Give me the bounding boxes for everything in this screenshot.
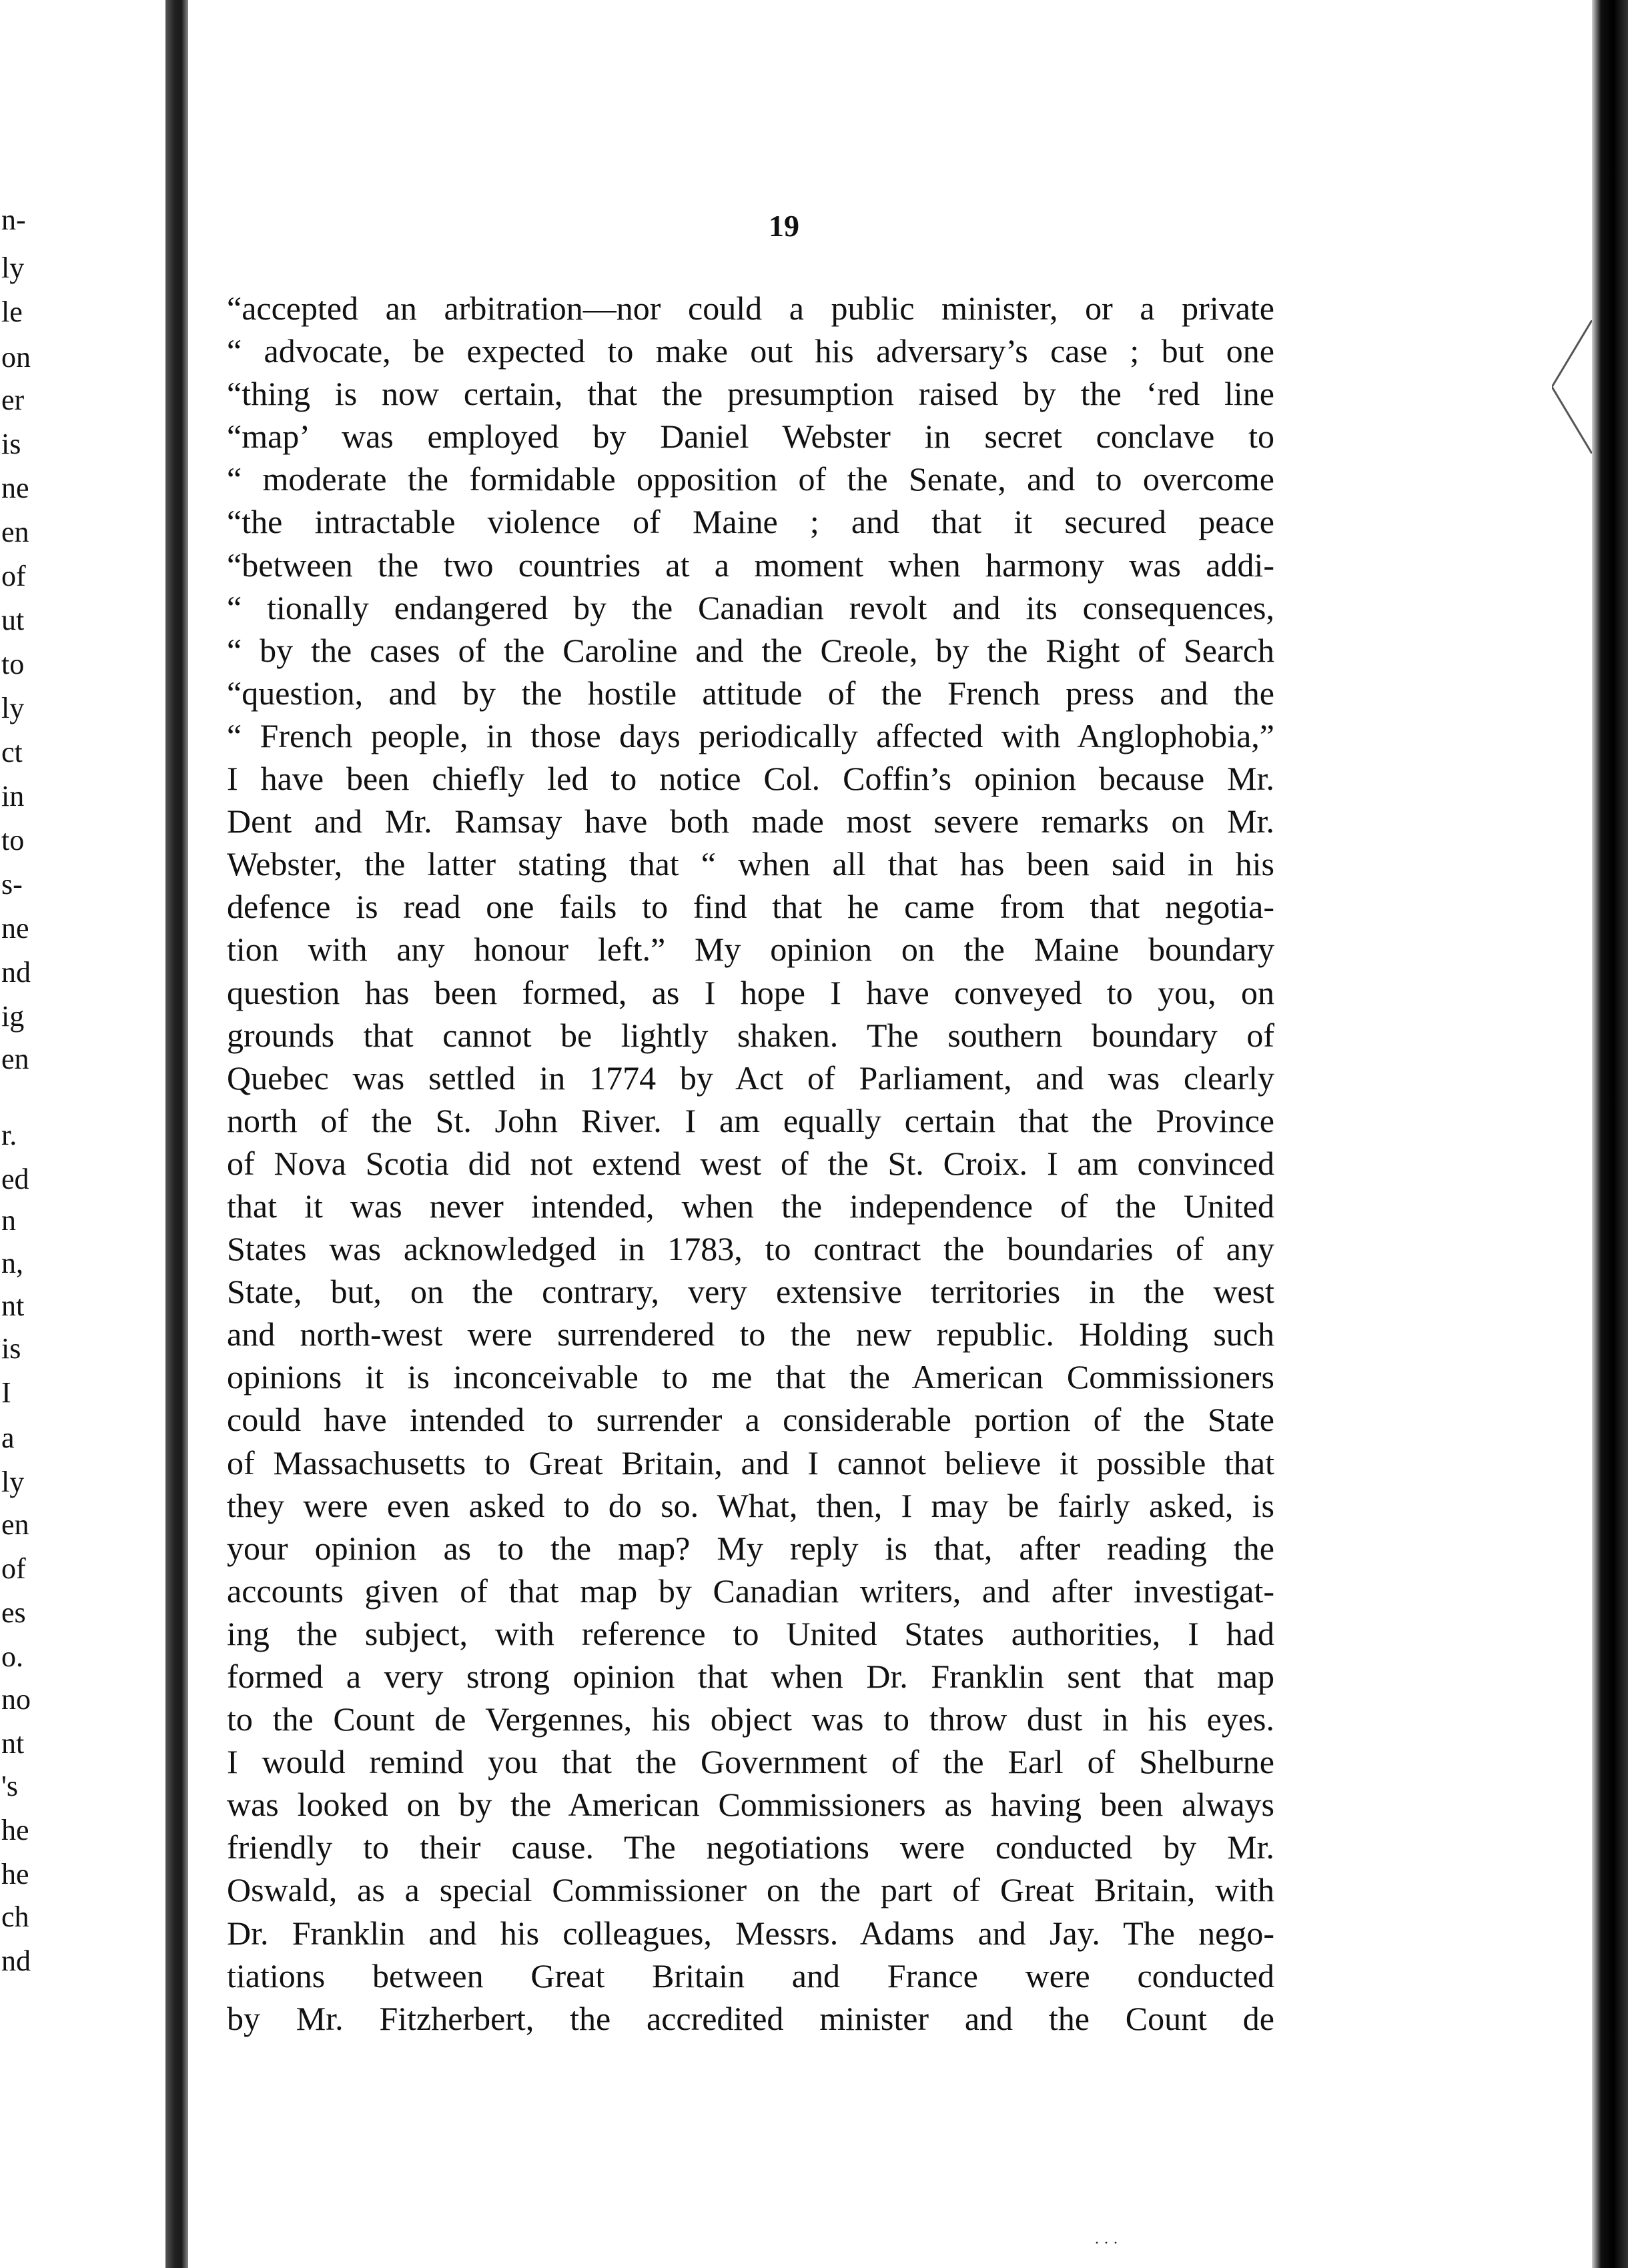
adjacent-page-fragment: to <box>1 824 25 857</box>
adjacent-page-fragment: nd <box>1 1944 31 1977</box>
text-line: could have intended to surrender a considerable portion of the State <box>227 1401 1274 1439</box>
text-line: ing the subject, with reference to United States authorities, I had <box>227 1614 1274 1652</box>
adjacent-page-edge <box>0 0 80 2268</box>
adjacent-page-fragment: ig <box>1 1000 25 1033</box>
adjacent-page-fragment: n <box>1 1204 16 1237</box>
text-line: friendly to their cause. The negotiations were conducted by Mr. <box>227 1828 1274 1866</box>
text-line: accounts given of that map by Canadian writers, and after investigat- <box>227 1572 1274 1610</box>
text-line: “ advocate, be expected to make out his adversary’s case ; but one <box>227 332 1274 370</box>
text-line: to the Count de Vergennes, his object was to throw dust in his eyes. <box>227 1700 1274 1738</box>
text-line: grounds that cannot be lightly shaken. The southern boundary of <box>227 1016 1274 1054</box>
text-line: question has been formed, as I hope I have conveyed to you, on <box>227 973 1274 1011</box>
scan-speck: · · · <box>1094 2235 1118 2252</box>
text-line: opinions it is inconceivable to me that the American Commissioners <box>227 1358 1274 1396</box>
text-line: defence is read one fails to find that he came from that negotia- <box>227 888 1274 926</box>
adjacent-page-fragment: no <box>1 1683 31 1716</box>
text-line: formed a very strong opinion that when Dr. Franklin sent that map <box>227 1658 1274 1695</box>
adjacent-page-fragment: ly <box>1 251 25 284</box>
adjacent-page-fragment: en <box>1 516 29 548</box>
text-line: “map’ was employed by Daniel Webster in secret conclave to <box>227 418 1274 456</box>
adjacent-page-fragment: es <box>1 1596 26 1629</box>
adjacent-page-fragment: ut <box>1 604 25 636</box>
text-line: I would remind you that the Government of the Earl of Shelburne <box>227 1743 1274 1781</box>
adjacent-page-fragment: n, <box>1 1247 23 1279</box>
book-gutter <box>165 0 188 2268</box>
text-line: Dr. Franklin and his colleagues, Messrs. Adams and Jay. The nego- <box>227 1914 1274 1952</box>
text-line: State, but, on the contrary, very extensive territories in the west <box>227 1273 1274 1311</box>
text-line: States was acknowledged in 1783, to contract the boundaries of any <box>227 1230 1274 1268</box>
text-line: your opinion as to the map? My reply is that, after reading the <box>227 1529 1274 1567</box>
adjacent-page-fragment: nd <box>1 956 31 989</box>
text-line: “accepted an arbitration—nor could a public minister, or a private <box>227 290 1274 327</box>
text-line: I have been chiefly led to notice Col. Coffin’s opinion because Mr. <box>227 760 1274 798</box>
adjacent-page-fragment: le <box>1 296 23 328</box>
adjacent-page-fragment: of <box>1 1552 26 1585</box>
text-line: tion with any honour left.” My opinion on the Maine boundary <box>227 931 1274 969</box>
text-line: of Nova Scotia did not extend west of the St. Croix. I am convinced <box>227 1144 1274 1182</box>
text-line: tiations between Great Britain and France were conducted <box>227 1956 1274 1995</box>
text-line: they were even asked to do so. What, then, I may be fairly asked, is <box>227 1486 1274 1524</box>
text-line: “question, and by the hostile attitude of the French press and the <box>227 674 1274 712</box>
adjacent-page-fragment: he <box>1 1814 29 1846</box>
adjacent-page-fragment: r. <box>1 1119 17 1151</box>
adjacent-page-fragment: ed <box>1 1163 29 1195</box>
page-corner-mark <box>1552 320 1592 454</box>
adjacent-page-fragment: I <box>1 1376 11 1409</box>
adjacent-page-fragment: on <box>1 341 31 374</box>
adjacent-page-fragment: en <box>1 1043 29 1075</box>
adjacent-page-fragment: er <box>1 384 25 416</box>
text-line: “ French people, in those days periodically affected with Anglophobia,” <box>227 716 1274 754</box>
text-line: “ tionally endangered by the Canadian revolt and its consequences, <box>227 588 1274 626</box>
text-line: north of the St. John River. I am equally certain that the Province <box>227 1101 1274 1139</box>
text-line: “thing is now certain, that the presumption raised by the ‘red line <box>227 375 1274 413</box>
text-line: Webster, the latter stating that “ when all that has been said in his <box>227 845 1274 883</box>
text-line: Oswald, as a special Commissioner on the part of Great Britain, with <box>227 1871 1274 1909</box>
adjacent-page-fragment: nt <box>1 1727 25 1760</box>
text-line: by Mr. Fitzherbert, the accredited minister and the Count de <box>227 1999 1274 2037</box>
text-line: “ moderate the formidable opposition of the Senate, and to overcome <box>227 460 1274 498</box>
text-line: Dent and Mr. Ramsay have both made most severe remarks on Mr. <box>227 802 1274 840</box>
adjacent-page-fragment: ne <box>1 472 29 504</box>
adjacent-page-fragment: of <box>1 560 26 592</box>
adjacent-page-fragment: he <box>1 1858 29 1890</box>
adjacent-page-fragment: nt <box>1 1289 25 1322</box>
adjacent-page-fragment: ly <box>1 1466 25 1498</box>
adjacent-page-fragment: to <box>1 648 25 680</box>
text-line: and north-west were surrendered to the new republic. Holding such <box>227 1315 1274 1353</box>
adjacent-page-fragment: o. <box>1 1640 23 1673</box>
text-line: “the intractable violence of Maine ; and that it secured peace <box>227 503 1274 541</box>
adjacent-page-fragment: is <box>1 428 21 460</box>
adjacent-page-fragment: in <box>1 780 25 812</box>
adjacent-page-fragment: ct <box>1 736 23 768</box>
adjacent-page-fragment: ly <box>1 692 25 724</box>
adjacent-page-fragment: n- <box>1 203 26 236</box>
text-line: Quebec was settled in 1774 by Act of Parliament, and was clearly <box>227 1059 1274 1097</box>
adjacent-page-fragment: a <box>1 1422 15 1454</box>
text-line: was looked on by the American Commissioners as having been always <box>227 1786 1274 1824</box>
page-number: 19 <box>769 209 799 243</box>
adjacent-page-fragment: 's <box>1 1770 19 1802</box>
text-line: “between the two countries at a moment when harmony was addi- <box>227 546 1274 584</box>
adjacent-page-fragment: s- <box>1 868 23 901</box>
adjacent-page-fragment: ch <box>1 1900 29 1933</box>
body-text <box>227 287 1274 2040</box>
text-line: of Massachusetts to Great Britain, and I cannot believe it possible that <box>227 1444 1274 1482</box>
adjacent-page-fragment: en <box>1 1508 29 1541</box>
page-right-edge <box>1592 0 1628 2268</box>
text-line: that it was never intended, when the independence of the United <box>227 1187 1274 1225</box>
adjacent-page-fragment: is <box>1 1332 21 1365</box>
text-line: “ by the cases of the Caroline and the Creole, by the Right of Search <box>227 631 1274 669</box>
adjacent-page-fragment: ne <box>1 912 29 945</box>
